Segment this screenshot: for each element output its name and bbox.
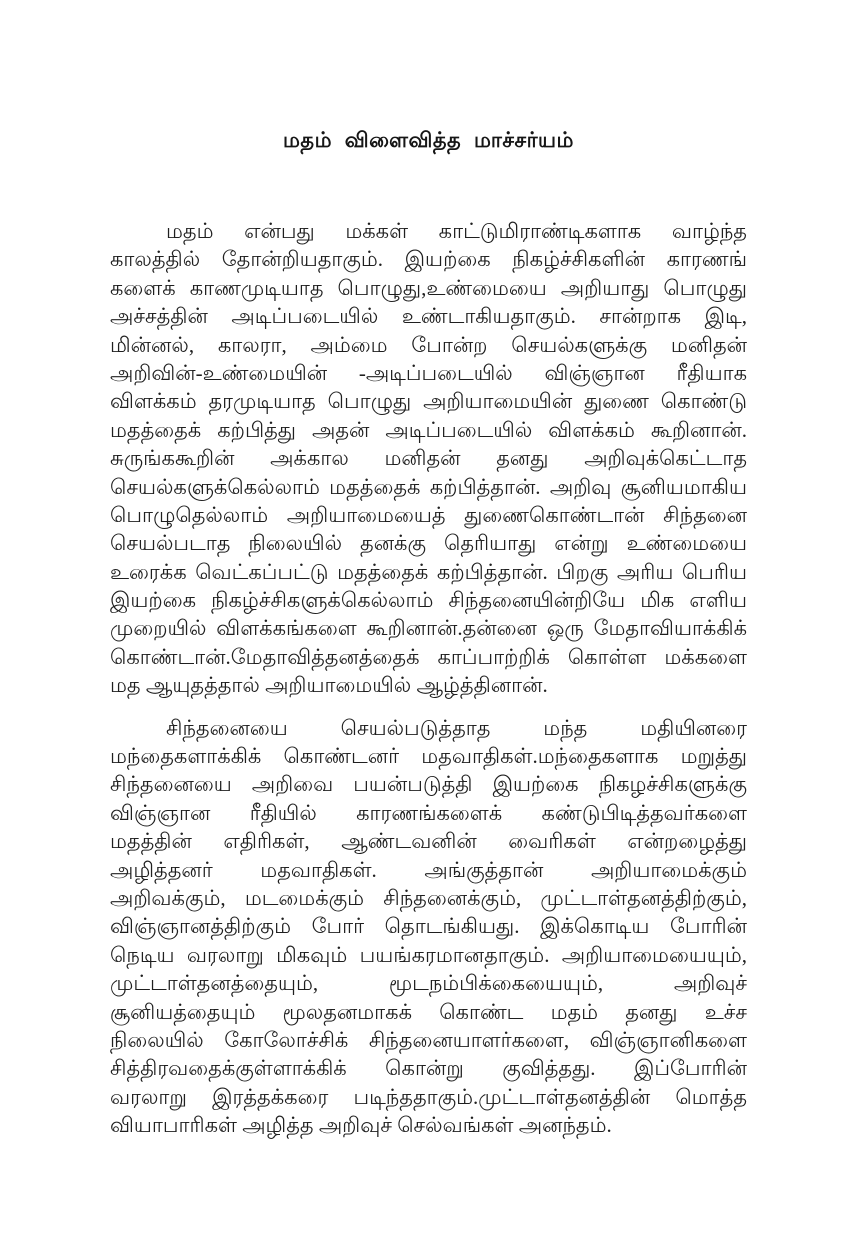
text-line: மின்னல், காலரா, அம்மை போன்ற செயல்களுக்கு மனிதன் — [110, 332, 747, 357]
text-line: மதம் என்பது மக்கள் காட்டுமிராண்டிகளாக வாழ்ந்த — [166, 219, 747, 243]
text-line: பொழுதெல்லாம் அறியாமையைத் துணைகொண்டான் சிந்தனை — [110, 502, 747, 527]
text-line: விஞ்ஞான ரீதியில் காரணங்களைக் கண்டுபிடித்தவர்களை — [110, 800, 747, 825]
text-line: இயற்கை நிகழ்ச்சிகளுக்கெல்லாம் சிந்தனையின்றியே மிக எளிய — [110, 588, 747, 613]
text-line: சிந்தனையை செயல்படுத்தாத மந்த மதியினரை — [166, 715, 747, 740]
text-line: அழித்தனர் மதவாதிகள். அங்குத்தான் அறியாமைக்கும் — [110, 857, 747, 882]
text-line: நெடிய வரலாறு மிகவும் பயங்கரமானதாகும். அறியாமையையும், — [110, 942, 747, 967]
text-line: சூனியத்தையும் மூலதனமாகக் கொண்ட மதம் தனது உச்ச — [110, 999, 747, 1024]
text-line: நிலையில் கோலோச்சிக் சிந்தனையாளர்களை, விஞ்ஞானிகளை — [110, 1027, 747, 1052]
paragraph-2 — [110, 714, 747, 1140]
text-line: செயல்களுக்கெல்லாம் மதத்தைக் கற்பித்தான். அறிவு சூனியமாகிய — [110, 474, 747, 499]
text-line: களைக் காணமுடியாத பொழுது,உண்மையை அறியாது பொழுது — [110, 275, 747, 300]
paragraph-1 — [110, 217, 747, 700]
text-line: விளக்கம் தரமுடியாத பொழுது அறியாமையின் துணை கொண்டு — [110, 389, 747, 414]
text-line: மத ஆயுதத்தால் அறியாமையில் ஆழ்த்தினான். — [110, 673, 548, 698]
text-line: மதத்தைக் கற்பித்து அதன் அடிப்படையில் விளக்கம் கூறினான். — [110, 417, 747, 442]
text-line: சிந்தனையை அறிவை பயன்படுத்தி இயற்கை நிகழச்சிகளுக்கு — [110, 772, 747, 797]
page-title: மதம் விளைவித்த மாச்சர்யம் — [283, 128, 574, 152]
text-line: கொண்டான்.மேதாவித்தனத்தைக் காப்பாற்றிக் கொள்ள மக்களை — [110, 644, 747, 669]
text-line: முறையில் விளக்கங்களை கூறினான்.தன்னை ஒரு மேதாவியாக்கிக் — [110, 616, 747, 641]
text-line: சுருங்ககூறின் அக்கால மனிதன் தனது அறிவுக்கெட்டாத — [110, 446, 747, 471]
text-line: அச்சத்தின் அடிப்படையில் உண்டாகியதாகும். சான்றாக இடி, — [110, 304, 747, 329]
text-line: அறிவக்கும், மடமைக்கும் சிந்தனைக்கும், முட்டாள்தனத்திற்கும், — [110, 885, 747, 910]
text-line: அறிவின்-உண்மையின் -அடிப்படையில் விஞ்ஞான ரீதியாக — [110, 360, 747, 385]
text-line: சித்திரவதைக்குள்ளாக்கிக் கொன்று குவித்தது. இப்போரின் — [110, 1056, 747, 1081]
text-line: வியாபாரிகள் அழித்த அறிவுச் செல்வங்கள் அனந்தம். — [110, 1113, 612, 1138]
text-line: முட்டாள்தனத்தையும், மூடநம்பிக்கையையும், அறிவுச் — [110, 971, 747, 996]
document-body — [110, 217, 747, 1140]
text-line: செயல்படாத நிலையில் தனக்கு தெரியாது என்று உண்மையை — [110, 531, 747, 556]
text-line: உரைக்க வெட்கப்பட்டு மதத்தைக் கற்பித்தான். பிறகு அரிய பெரிய — [110, 559, 747, 584]
text-line: மதத்தின் எதிரிகள், ஆண்டவனின் வைரிகள் என்றழைத்து — [110, 829, 747, 854]
text-line: மந்தைகளாக்கிக் கொண்டனர் மதவாதிகள்.மந்தைகளாக மறுத்து — [110, 744, 747, 769]
text-line: வரலாறு இரத்தக்கரை படிந்ததாகும்.முட்டாள்தனத்தின் மொத்த — [110, 1084, 747, 1109]
text-line: விஞ்ஞானத்திற்கும் போர் தொடங்கியது. இக்கொடிய போரின் — [110, 914, 747, 939]
text-line: காலத்தில் தோன்றியதாகும். இயற்கை நிகழ்ச்சிகளின் காரணங் — [110, 247, 747, 272]
